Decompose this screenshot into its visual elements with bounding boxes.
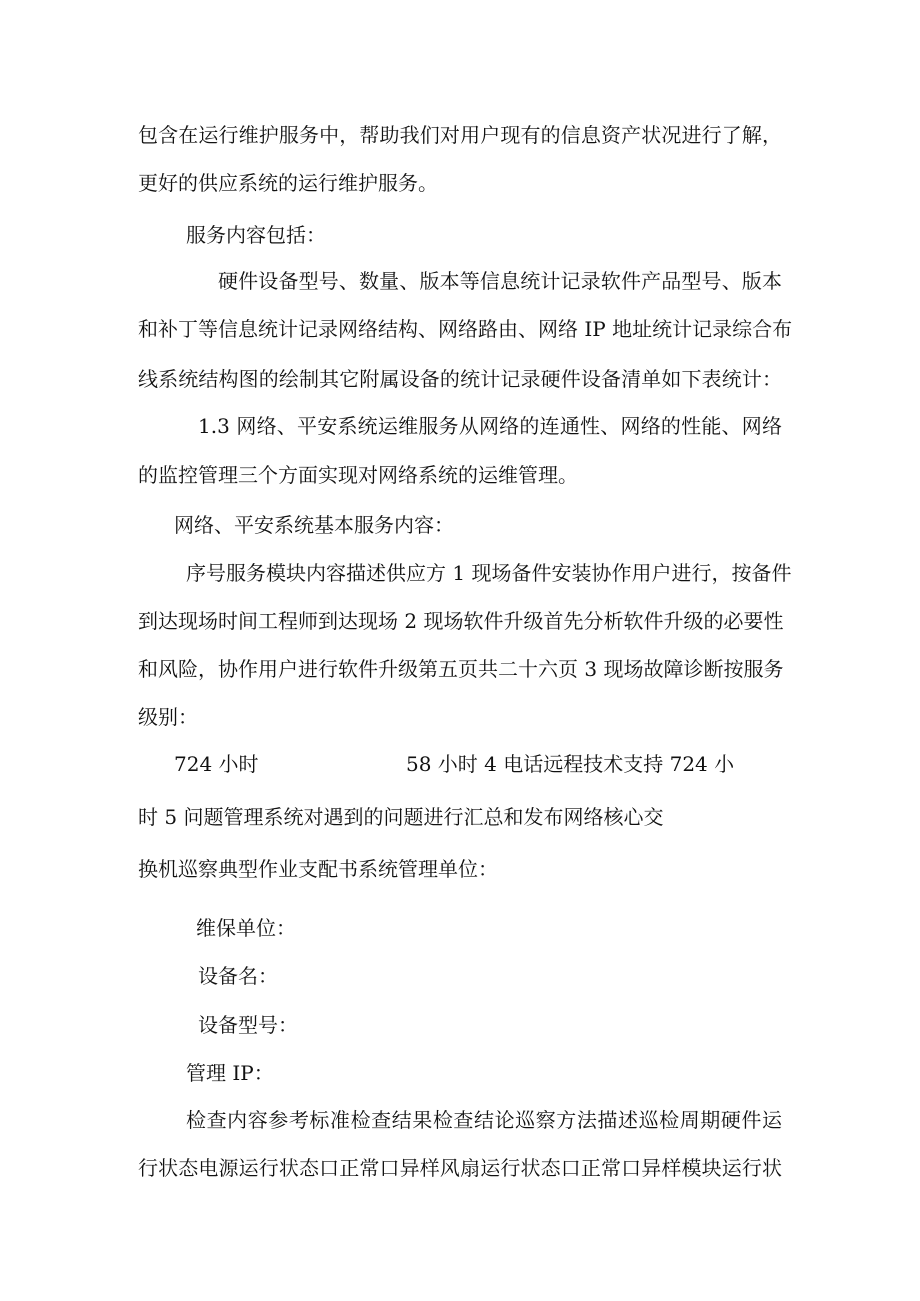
paragraph-line: 更好的供应系统的运行维护服务。 bbox=[138, 171, 438, 195]
paragraph-line: 行状态电源运行状态口正常口异样风扇运行状态口正常口异样模块运行状 bbox=[138, 1156, 782, 1180]
paragraph-line: 级别： bbox=[138, 705, 198, 729]
paragraph-line: 序号服务模块内容描述供应方 1 现场备件安装协作用户进行，按备件 bbox=[186, 561, 792, 585]
paragraph-line: 58 小时 4 电话远程技术支持 724 小 bbox=[406, 752, 735, 776]
paragraph-line: 到达现场时间工程师到达现场 2 现场软件升级首先分析软件升级的必要性 bbox=[138, 609, 784, 633]
paragraph-line: 换机巡察典型作业支配书系统管理单位： bbox=[138, 857, 498, 881]
form-field-label: 设备型号： bbox=[198, 1013, 298, 1037]
form-field-label: 维保单位： bbox=[196, 916, 296, 940]
paragraph-line: 和补丁等信息统计记录网络结构、网络路由、网络 IP 地址统计记录综合布 bbox=[138, 317, 793, 341]
paragraph-line: 724 小时 bbox=[174, 752, 259, 776]
paragraph-line: 和风险，协作用户进行软件升级第五页共二十六页 3 现场故障诊断按服务 bbox=[138, 657, 784, 681]
paragraph-line: 检查内容参考标准检查结果检查结论巡察方法描述巡检周期硬件运 bbox=[186, 1108, 782, 1132]
form-field-label: 管理 IP： bbox=[186, 1061, 274, 1085]
form-field-label: 设备名： bbox=[198, 964, 278, 988]
section-label: 网络、平安系统基本服务内容： bbox=[174, 513, 454, 537]
paragraph-line: 1.3 网络、平安系统运维服务从网络的连通性、网络的性能、网络 bbox=[198, 414, 782, 438]
paragraph-line: 时 5 问题管理系统对遇到的问题进行汇总和发布网络核心交 bbox=[138, 805, 664, 829]
paragraph-line: 硬件设备型号、数量、版本等信息统计记录软件产品型号、版本 bbox=[218, 269, 782, 293]
paragraph-line: 包含在运行维护服务中，帮助我们对用户现有的信息资产状况进行了解， bbox=[138, 123, 782, 147]
section-label: 服务内容包括： bbox=[186, 223, 326, 247]
paragraph-line: 的监控管理三个方面实现对网络系统的运维管理。 bbox=[138, 463, 578, 487]
paragraph-line: 线系统结构图的绘制其它附属设备的统计记录硬件设备清单如下表统计： bbox=[138, 367, 782, 391]
